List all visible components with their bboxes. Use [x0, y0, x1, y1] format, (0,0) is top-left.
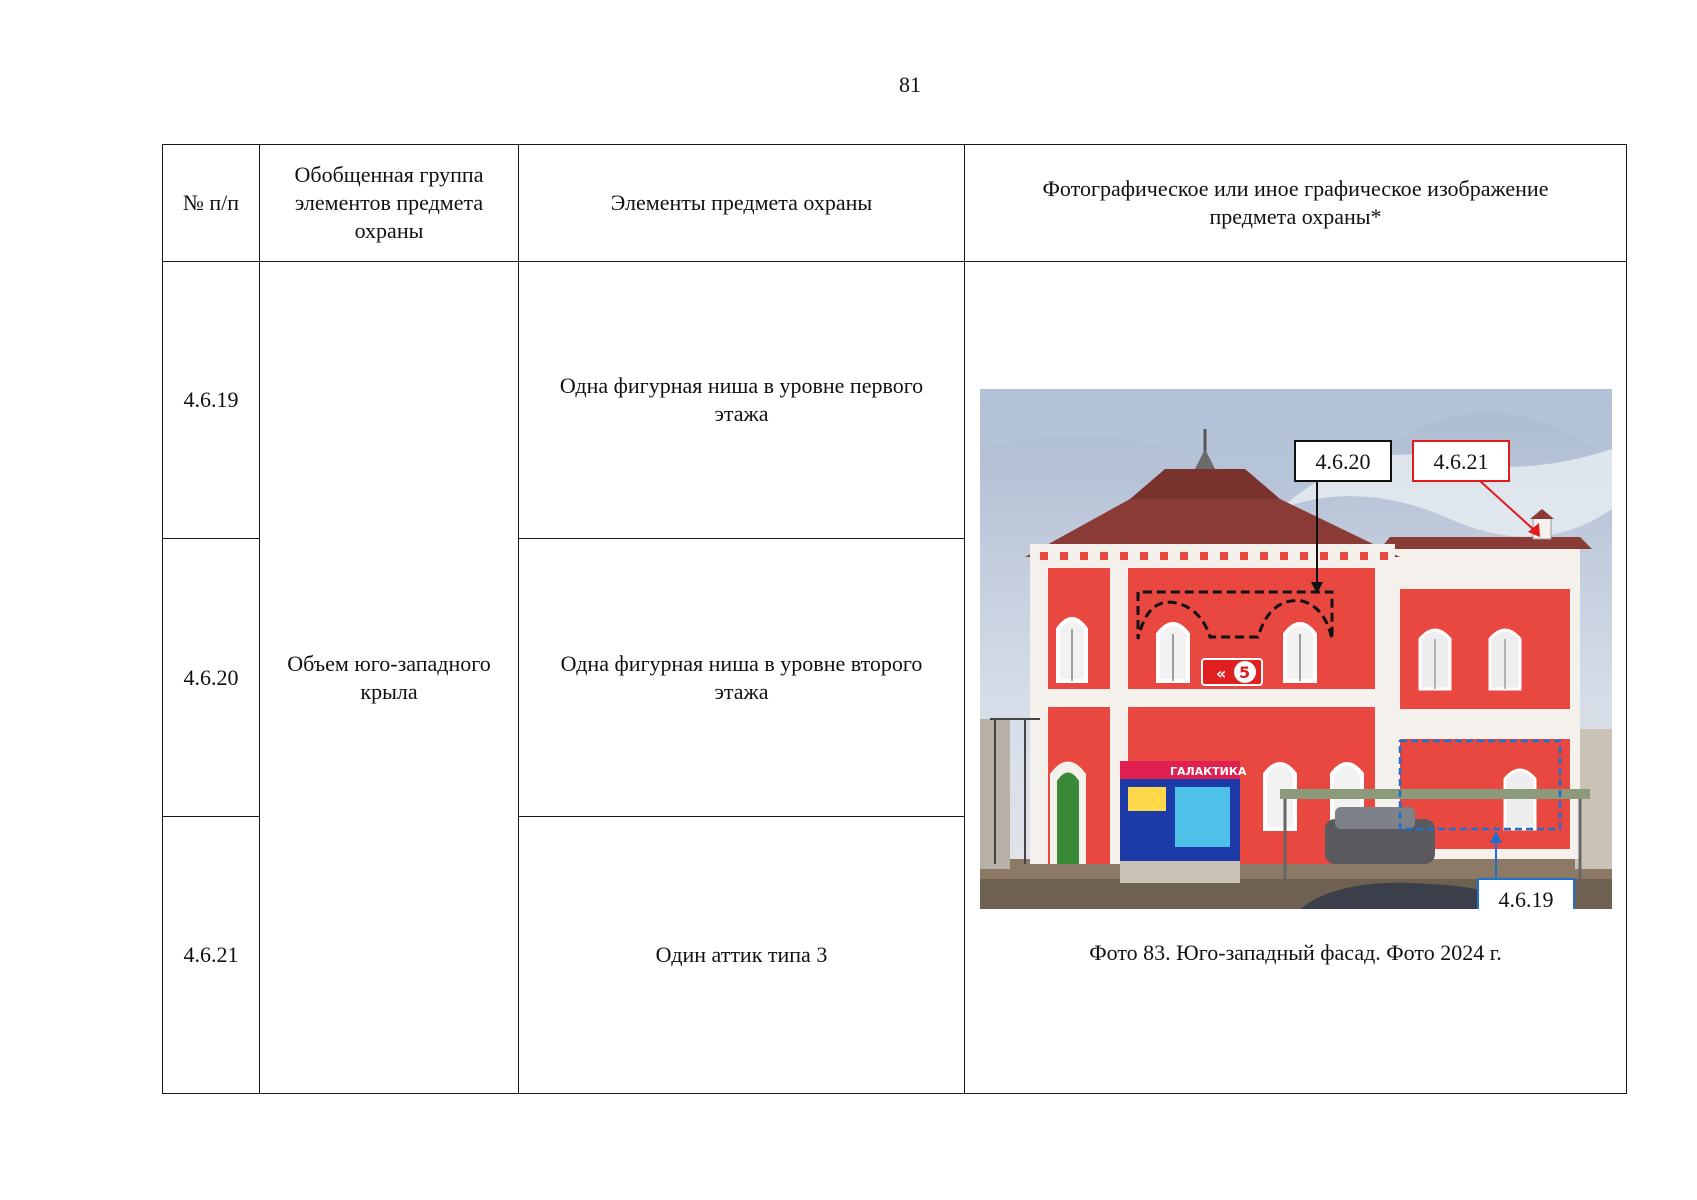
canopy	[1280, 789, 1590, 799]
row-num: 4.6.21	[163, 816, 260, 1093]
page-number: 81	[899, 72, 921, 97]
svg-text:«: «	[1215, 663, 1226, 683]
store-logo: 5	[1238, 662, 1250, 682]
facade-photo	[980, 389, 1612, 909]
group-cell: Объем юго-западного крыла	[260, 262, 519, 1094]
row-element: Одна фигурная ниша в уровне второго этажа	[519, 539, 965, 816]
header-image: Фотографическое или иное графическое изображение предмета охраны*	[965, 145, 1627, 262]
row-num: 4.6.19	[163, 262, 260, 539]
label-4-6-19: 4.6.19	[1498, 886, 1553, 909]
label-4-6-20: 4.6.20	[1315, 448, 1370, 474]
row-num: 4.6.20	[163, 539, 260, 816]
row-element: Одна фигурная ниша в уровне первого этажа	[519, 262, 965, 539]
photo-figure	[965, 389, 1626, 967]
label-4-6-21: 4.6.21	[1433, 448, 1488, 474]
row-element: Один аттик типа 3	[519, 816, 965, 1093]
header-num: № п/п	[163, 145, 260, 262]
table-row	[163, 262, 1627, 539]
header-group: Обобщенная группа элементов предмета охраны	[260, 145, 519, 262]
protection-table	[162, 144, 1627, 1094]
photo-cell	[965, 262, 1627, 1094]
billboard-text: ГАЛАКТИКА	[1169, 764, 1246, 778]
photo-caption: Фото 83. Юго-западный фасад. Фото 2024 г.	[1089, 939, 1502, 965]
table-header-row	[163, 145, 1627, 262]
header-elements: Элементы предмета охраны	[519, 145, 965, 262]
